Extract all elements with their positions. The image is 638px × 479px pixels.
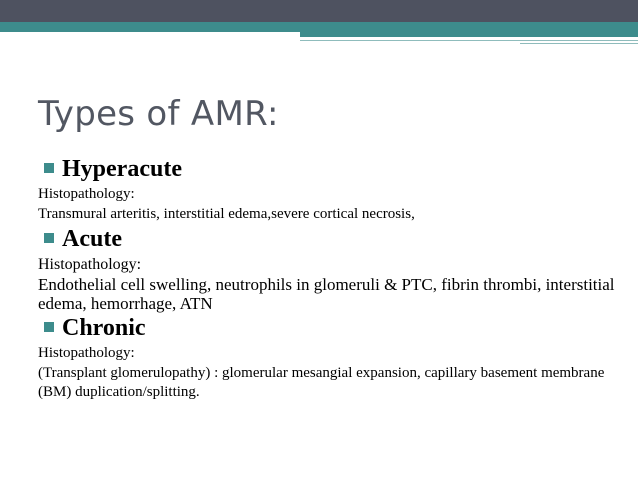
section-label: Histopathology: xyxy=(38,345,135,361)
section-heading-hyperacute xyxy=(38,154,618,184)
section-heading-text: Hyperacute xyxy=(62,156,182,182)
section-label: Histopathology: xyxy=(38,256,142,273)
section-heading-acute xyxy=(38,224,618,254)
section-text: Transmural arteritis, interstitial edema,severe cortical necrosis, xyxy=(38,206,415,222)
header-band-teal-right xyxy=(300,32,638,37)
section-text: (Transplant glomerulopathy) : glomerular mesangial expansion, capillary basement membrane (BM) duplication/splitting. xyxy=(38,365,605,400)
header-band-teal xyxy=(0,22,638,32)
section-heading-chronic xyxy=(38,313,618,343)
section-text: Endothelial cell swelling, neutrophils in glomeruli & PTC, fibrin thrombi, interstitial edema, hemorrhage, ATN xyxy=(38,275,615,313)
header-band-dark xyxy=(0,0,638,22)
section-label: Histopathology: xyxy=(38,186,135,202)
header-divider-line-short xyxy=(520,43,638,44)
header-divider-line xyxy=(300,40,638,41)
square-bullet-icon xyxy=(44,163,54,173)
slide-content xyxy=(38,154,618,402)
slide-title: Types of AMR: xyxy=(38,94,279,134)
section-heading-text: Acute xyxy=(62,226,122,252)
square-bullet-icon xyxy=(44,233,54,243)
square-bullet-icon xyxy=(44,322,54,332)
section-heading-text: Chronic xyxy=(62,315,146,341)
